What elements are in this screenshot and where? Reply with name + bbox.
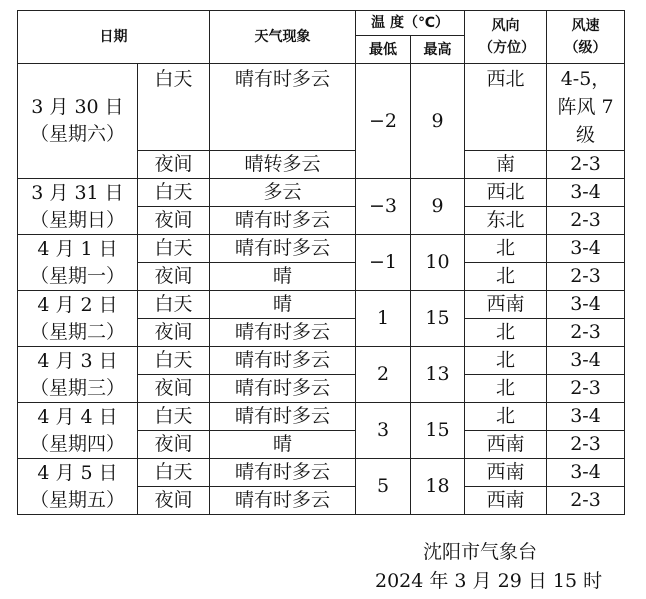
period-cell: 夜间 <box>138 487 210 515</box>
date-cell <box>18 179 138 235</box>
weather-cell: 晴有时多云 <box>210 235 356 263</box>
temp-min-cell: −2 <box>356 64 411 179</box>
header-wind-speed: 风速（级） <box>547 11 625 64</box>
wind-speed-cell: 3-4 <box>547 347 625 375</box>
wind-direction-cell: 北 <box>465 319 547 347</box>
wind-direction-cell: 西北 <box>465 179 547 207</box>
weather-cell: 晴有时多云 <box>210 64 356 151</box>
temp-max-cell: 10 <box>411 235 465 291</box>
period-cell: 夜间 <box>138 319 210 347</box>
header-row <box>18 11 625 36</box>
wind-speed-cell: 3-4 <box>547 291 625 319</box>
wind-direction-cell: 北 <box>465 235 547 263</box>
wind-speed-cell: 3-4 <box>547 403 625 431</box>
table-row <box>18 64 625 151</box>
temp-min-cell: 3 <box>356 403 411 459</box>
temp-min-cell: −1 <box>356 235 411 291</box>
weather-cell: 多云 <box>210 179 356 207</box>
wind-direction-cell: 北 <box>465 403 547 431</box>
weather-cell: 晴 <box>210 263 356 291</box>
wind-speed-cell: 3-4 <box>547 459 625 487</box>
header-wind-direction: 风向（方位） <box>465 11 547 64</box>
date-cell <box>18 403 138 459</box>
period-cell: 白天 <box>138 347 210 375</box>
weather-cell: 晴有时多云 <box>210 319 356 347</box>
date-cell <box>18 64 138 179</box>
weather-cell: 晴有时多云 <box>210 207 356 235</box>
issue-time-label: 2024 年 3 月 29 日 15 时 <box>375 570 603 592</box>
temp-min-cell: −3 <box>356 179 411 235</box>
temp-max-cell: 15 <box>411 403 465 459</box>
period-cell: 夜间 <box>138 431 210 459</box>
temp-min-cell: 1 <box>356 291 411 347</box>
issuer-label: 沈阳市气象台 <box>423 541 538 563</box>
date-label: 4 月 2 日 <box>37 293 118 316</box>
temp-max-cell: 9 <box>411 179 465 235</box>
date-cell <box>18 291 138 347</box>
period-cell: 夜间 <box>138 207 210 235</box>
wind-direction-cell: 西南 <box>465 487 547 515</box>
header-temp-max: 最高 <box>411 36 465 64</box>
wind-direction-cell: 北 <box>465 263 547 291</box>
table-row <box>18 403 625 431</box>
period-cell: 夜间 <box>138 151 210 179</box>
wind-speed-cell: 2-3 <box>547 319 625 347</box>
table-row <box>18 291 625 319</box>
temp-max-cell: 9 <box>411 64 465 179</box>
wind-speed-cell: 3-4 <box>547 179 625 207</box>
wind-speed-cell: 2-3 <box>547 207 625 235</box>
period-cell: 白天 <box>138 403 210 431</box>
period-cell: 白天 <box>138 235 210 263</box>
period-cell: 白天 <box>138 459 210 487</box>
wind-speed-cell: 2-3 <box>547 431 625 459</box>
table-row <box>18 179 625 207</box>
weather-cell: 晴有时多云 <box>210 459 356 487</box>
period-cell: 白天 <box>138 179 210 207</box>
period-cell: 夜间 <box>138 263 210 291</box>
wind-speed-cell: 4-5，阵风 7 级 <box>547 64 625 151</box>
date-label: 4 月 3 日 <box>37 349 118 372</box>
wind-speed-cell: 2-3 <box>547 151 625 179</box>
period-cell: 白天 <box>138 291 210 319</box>
date-label: 4 月 4 日 <box>37 405 118 428</box>
weekday-label: （星期六） <box>29 123 125 145</box>
header-temperature: 温 度（℃） <box>356 11 465 36</box>
date-cell <box>18 235 138 291</box>
weekday-label: （星期日） <box>29 208 125 231</box>
weekday-label: （星期四） <box>29 432 125 455</box>
wind-speed-cell: 2-3 <box>547 263 625 291</box>
date-label: 4 月 1 日 <box>37 237 118 260</box>
temp-max-cell: 13 <box>411 347 465 403</box>
weekday-label: （星期一） <box>29 264 125 287</box>
wind-direction-cell: 北 <box>465 347 547 375</box>
table-row <box>18 347 625 375</box>
wind-direction-cell: 西南 <box>465 291 547 319</box>
temp-min-cell: 5 <box>356 459 411 515</box>
date-label: 3 月 31 日 <box>31 181 124 204</box>
wind-speed-cell: 2-3 <box>547 375 625 403</box>
forecast-table <box>17 10 625 515</box>
date-cell <box>18 347 138 403</box>
wind-direction-cell: 北 <box>465 375 547 403</box>
temp-min-cell: 2 <box>356 347 411 403</box>
wind-speed-cell: 3-4 <box>547 235 625 263</box>
weekday-label: （星期二） <box>29 320 125 343</box>
period-cell: 白天 <box>138 64 210 151</box>
date-label: 4 月 5 日 <box>37 461 118 484</box>
period-cell: 夜间 <box>138 375 210 403</box>
header-date: 日期 <box>18 11 210 64</box>
weather-cell: 晴有时多云 <box>210 487 356 515</box>
wind-direction-cell: 东北 <box>465 207 547 235</box>
weekday-label: （星期五） <box>29 488 125 511</box>
weather-cell: 晴有时多云 <box>210 347 356 375</box>
header-weather: 天气现象 <box>210 11 356 64</box>
wind-direction-cell: 西南 <box>465 431 547 459</box>
date-cell <box>18 459 138 515</box>
temp-max-cell: 18 <box>411 459 465 515</box>
table-row <box>18 459 625 487</box>
date-label: 3 月 30 日 <box>31 96 124 118</box>
weather-cell: 晴有时多云 <box>210 403 356 431</box>
weather-cell: 晴有时多云 <box>210 375 356 403</box>
weather-cell: 晴 <box>210 291 356 319</box>
wind-speed-cell: 2-3 <box>547 487 625 515</box>
temp-max-cell: 15 <box>411 291 465 347</box>
wind-direction-cell: 南 <box>465 151 547 179</box>
weather-cell: 晴转多云 <box>210 151 356 179</box>
header-temp-min: 最低 <box>356 36 411 64</box>
weekday-label: （星期三） <box>29 376 125 399</box>
wind-direction-cell: 西北 <box>465 64 547 151</box>
weather-cell: 晴 <box>210 431 356 459</box>
table-row <box>18 235 625 263</box>
wind-direction-cell: 西南 <box>465 459 547 487</box>
